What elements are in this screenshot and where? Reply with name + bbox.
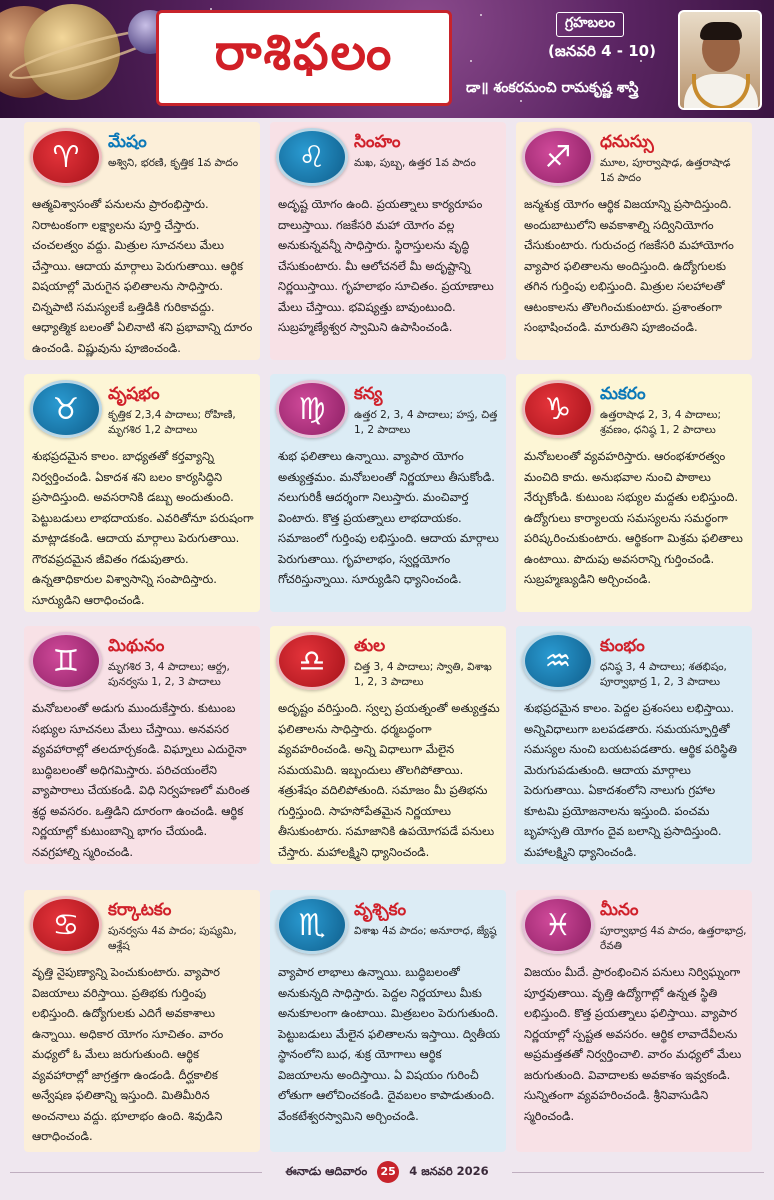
prediction-text: శుభ ఫలితాలు ఉన్నాయి. వ్యాపార యోగం అత్యుత్తమం. మనోబలంతో నిర్ణయాలు తీసుకోండి. నలుగురికీ ఆదర్శంగా నిలుస్తారు. మంచివార్త వింటారు. కొత్త ప్రయత్నాలు లాభదాయకం. సమాజంలో గుర్తింపు లభిస్తుంది. ఆదాయ మార్గాలు పెరుగుతాయి. గృహలాభం, స్వర్ణయోగం గోచరిస్తున్నాయి. సూర్యుడిని ధ్యానించండి.: [278, 449, 499, 586]
nakshatra-list: ధనిష్ఠ 3, 4 పాదాలు; శతభిషం, పూర్వాభాద్ర 1, 2, 3 పాదాలు: [600, 661, 727, 688]
prediction-text: వృత్తి నైపుణ్యాన్ని పెంచుకుంటారు. వ్యాపార విజయాలు వరిస్తాయి. ప్రతిభకు గుర్తింపు లభిస్తుంది. ఉద్యోగులకు ఎదిగే అవకాశాలు ఉన్నాయి. అధికార యోగం సూచితం. వారం మధ్యలో ఓ మేలు జరుగుతుంది. ఆర్థిక వ్యవహారాల్లో జాగ్రత్తగా ఉండండి. దీర్ఘకాలిక అన్వేషణ ఫలితాన్ని ఇస్తుంది. మితిమీరిన అంచనాలు వద్దు. భూలాభం ఉంది. శివుడిని ఆరాధించండి.: [32, 965, 224, 1143]
sign-name: సింహం: [354, 132, 401, 152]
horoscope-card-mesham: [24, 122, 260, 360]
taurus-icon: ♉: [30, 380, 102, 438]
nakshatra-list: మూల, పూర్వాషాఢ, ఉత్తరాషాఢ 1వ పాదం: [600, 157, 731, 184]
horoscope-card-tula: [270, 626, 506, 864]
sign-name: వృషభం: [108, 384, 160, 404]
sign-name: కుంభం: [600, 636, 645, 656]
prediction-text: వ్యాపార లాభాలు ఉన్నాయి. బుద్ధిబలంతో అనుకున్నది సాధిస్తారు. పెద్దల నిర్ణయాలు మీకు అనుకూలంగా ఉంటాయి. మిత్రబలం పెరుగుతుంది. పెట్టుబడులు మేలైన ఫలితాలను ఇస్తాయి. ద్వితీయ స్థానంలోని బుధ, శుక్ర యోగాలు ఆర్థిక విజయాలను అందిస్తాయి. ఏ విషయం గురించీ లోతుగా ఆలోచించకండి. దైవబలం కాపాడుతుంది. వేంకటేశ్వరస్వామిని అర్చించండి.: [278, 965, 500, 1123]
horoscope-card-vrushabham: [24, 374, 260, 612]
nakshatra-list: ఉత్తర 2, 3, 4 పాదాలు; హస్త, చిత్త 1, 2 పాదాలు: [354, 409, 498, 436]
libra-icon: ♎: [276, 632, 348, 690]
nakshatra-list: విశాఖ 4వ పాదం; అనూరాధ, జ్యేష్ఠ: [354, 925, 497, 937]
prediction-text: శుభప్రదమైన కాలం. బాధ్యతతో కర్తవ్యాన్ని నిర్వర్తించండి. ఏకాదశ శని బలం కార్యసిద్ధిని ప్రసాదిస్తుంది. అవసరానికి డబ్బు అందుతుంది. పెట్టుబడులు లాభదాయకం. ఎవరితోనూ పరుషంగా మాట్లాడకండి. ఆదాయ మార్గాలు పెరుగుతాయి. గౌరవప్రదమైన జీవితం గడుపుతారు. ఉన్నతాధికారుల విశ్వాసాన్ని సంపాదిస్తారు. సూర్యుడిని ఆరాధించండి.: [32, 449, 254, 607]
nakshatra-list: మృగశిర 3, 4 పాదాలు; ఆర్ద్ర, పునర్వసు 1, 2, 3 పాదాలు: [108, 661, 230, 688]
header-banner: [0, 0, 774, 118]
horoscope-card-vrushchikam: [270, 890, 506, 1152]
horoscope-card-kanya: [270, 374, 506, 612]
nakshatra-list: పూర్వాభాద్ర 4వ పాదం, ఉత్తరాభాద్ర, రేవతి: [600, 925, 747, 952]
prediction-text: ఆత్మవిశ్వాసంతో పనులను ప్రారంభిస్తారు. నిరాటంకంగా లక్ష్యాలను పూర్తి చేస్తారు. చంచలత్వం వద్దు. మిత్రుల సూచనలు మేలు చేస్తాయి. ఆదాయ మార్గాలు పెరుగుతాయి. ఆర్థిక విషయాల్లో మెరుగైన ఫలితాలను సాధిస్తారు. చిన్నపాటి సమస్యలకే ఒత్తిడికి గురికావద్దు. ఆధ్యాత్మిక బలంతో ఏలినాటి శని ప్రభావాన్ని దూరం ఉంచండి. విష్ణువును పూజించండి.: [32, 197, 253, 355]
capricorn-icon: ♑: [522, 380, 594, 438]
prediction-text: అదృష్ట యోగం ఉంది. ప్రయత్నాలు కార్యరూపం దాలుస్తాయి. గజకేసరి మహా యోగం వల్ల అనుకున్నవన్నీ సాధిస్తారు. స్థిరాస్తులను వృద్ధి చేసుకుంటారు. మీ ఆలోచనలే మీ అదృష్టాన్ని నిర్ణయిస్తాయి. గృహలాభం సూచితం. ప్రయాణాలు మేలు చేస్తాయి. భవిష్యత్తు బావుంటుంది. సుబ్రహ్మణ్యేశ్వర స్వామిని ఉపాసించండి.: [278, 197, 494, 334]
grahabalam-tag: గ్రహబలం: [556, 12, 624, 37]
author-name: డా॥ శంకరమంచి రామకృష్ణ శాస్త్రి: [466, 80, 639, 96]
horoscope-card-kumbham: [516, 626, 752, 864]
nakshatra-list: కృత్తిక 2,3,4 పాదాలు; రోహిణి, మృగశిర 1,2 పాదాలు: [108, 409, 236, 436]
sign-name: మీనం: [600, 900, 639, 920]
sign-name: కన్య: [354, 384, 383, 404]
rashiphalam-title-box: [156, 10, 452, 106]
date-range: (జనవరి 4 - 10): [548, 42, 656, 60]
sign-name: మేషం: [108, 132, 147, 152]
cancer-icon: ♋: [30, 896, 102, 954]
prediction-text: శుభప్రదమైన కాలం. పెద్దల ప్రశంసలు లభిస్తాయి. అన్నివిధాలుగా బలపడతారు. సమయస్ఫూర్తితో సమస్యల నుంచి బయటపడతారు. ఆర్థిక పరిస్థితి మెరుగుపడుతుంది. ఆదాయ మార్గాలు పెరుగుతాయి. ఏకాదశంలోని నాలుగు గ్రహాల కూటమి ప్రయోజనాలను ఇస్తుంది. పంచమ బృహస్పతి యోగం దైవ బలాన్ని ప్రసాదిస్తుంది. మహాలక్ష్మిని ధ్యానించండి.: [524, 701, 737, 859]
nakshatra-list: చిత్త 3, 4 పాదాలు; స్వాతి, విశాఖ 1, 2, 3 పాదాలు: [354, 661, 492, 688]
sign-name: మకరం: [600, 384, 646, 404]
horoscope-card-karkatakam: [24, 890, 260, 1152]
sign-name: కర్కాటకం: [108, 900, 172, 920]
nakshatra-list: ఉత్తరాషాఢ 2, 3, 4 పాదాలు; శ్రవణం, ధనిష్ఠ 1, 2 పాదాలు: [600, 409, 722, 436]
aquarius-icon: ♒: [522, 632, 594, 690]
prediction-text: అదృష్టం వరిస్తుంది. స్వల్ప ప్రయత్నంతో అత్యుత్తమ ఫలితాలను సాధిస్తారు. ధర్మబద్ధంగా వ్యవహరించండి. అన్ని విధాలుగా మేలైన సమయమిది. ఇబ్బందులు తొలగిపోతాయి. శత్రుశేషం వదిలిపోతుంది. సమాజం మీ ప్రతిభను గుర్తిస్తుంది. సాహసోపేతమైన నిర్ణయాలు తీసుకుంటారు. సమాజానికి ఉపయోగపడే పనులు చేస్తారు. మహాలక్ష్మిని ధ్యానించండి.: [278, 701, 500, 859]
scorpio-icon: ♏: [276, 896, 348, 954]
nakshatra-list: పునర్వసు 4వ పాదం; పుష్యమి, ఆశ్లేష: [108, 925, 237, 952]
sign-name: తుల: [354, 636, 386, 656]
horoscope-card-mithunam: [24, 626, 260, 864]
prediction-text: విజయం మీదే. ప్రారంభించిన పనులు నిర్విఘ్నంగా పూర్తవుతాయి. వృత్తి ఉద్యోగాల్లో ఉన్నత స్థితి లభిస్తుంది. కొత్త ప్రయత్నాలు ఫలిస్తాయి. వ్యాపార నిర్ణయాల్లో స్పష్టత అవసరం. ఆర్థిక లావాదేవీలను అప్రమత్తతతో నిర్వర్తించాలి. వారం మధ్యలో మేలు జరుగుతుంది. వివాదాలకు అవకాశం ఇవ్వకండి. సున్నితంగా వ్యవహరించండి. శ్రీనివాసుడిని స్మరించండి.: [524, 965, 742, 1123]
horoscope-card-simham: [270, 122, 506, 360]
publication-name: ఈనాడు ఆదివారం: [285, 1163, 368, 1178]
sign-name: మిథునం: [108, 636, 165, 656]
nakshatra-list: మఖ, పుబ్బ, ఉత్తర 1వ పాదం: [354, 157, 476, 169]
sign-name: ధనుస్సు: [600, 132, 654, 152]
pisces-icon: ♓: [522, 896, 594, 954]
page-title: రాశిఫలం: [214, 22, 394, 81]
gemini-icon: ♊: [30, 632, 102, 690]
leo-icon: ♌: [276, 128, 348, 186]
aries-icon: ♈: [30, 128, 102, 186]
virgo-icon: ♍: [276, 380, 348, 438]
prediction-text: జన్మశుక్ర యోగం ఆర్థిక విజయాన్ని ప్రసాదిస్తుంది. అందుబాటులోని అవకాశాల్ని సద్వినియోగం చేసుకుంటారు. గురుచంద్ర గజకేసరి మహాయోగం వ్యాపార ఫలితాలను అందిస్తుంది. ఉద్యోగులకు తగిన గుర్తింపు లభిస్తుంది. మిత్రుల సలహాలతో ఆటంకాలను తొలగించుకుంటారు. ప్రశాంతంగా సంభాషించండి. మారుతిని పూజించండి.: [524, 197, 734, 334]
page-number: 25: [377, 1161, 399, 1183]
prediction-text: మనోబలంతో వ్యవహరిస్తారు. ఆరంభశూరత్వం మంచిది కాదు. అనుభవాల నుంచి పాఠాలు నేర్చుకోండి. కుటుంబ సభ్యుల మద్దతు లభిస్తుంది. ఉద్యోగులు కార్యాలయ సమస్యలను సమర్థంగా పరిష్కరించుకుంటారు. ఆర్థికంగా మిశ్రమ ఫలితాలు ఉంటాయి. పొదుపు అవసరాన్ని గుర్తించండి. సుబ్రహ్మణ్యుడిని అర్చించండి.: [524, 449, 743, 586]
prediction-text: మనోబలంతో అడుగు ముందుకేస్తారు. కుటుంబ సభ్యుల సూచనలు మేలు చేస్తాయి. అనవసర వ్యవహారాల్లో తలదూర్చకండి. విఘ్నాలు ఎదురైనా బుద్ధిబలంతో అధిగమిస్తారు. పరిచయంలేని వ్యాపారాలు చేయకండి. విధి నిర్వహణలో మరింత శ్రద్ధ అవసరం. ఒత్తిడిని దూరంగా ఉంచండి. ఆర్థిక నిర్ణయాల్లో కుటుంబాన్ని భాగం చేయండి. నవగ్రహాల్ని స్మరించండి.: [32, 701, 250, 859]
sagittarius-icon: ♐: [522, 128, 594, 186]
footer-info: [262, 1160, 512, 1184]
nakshatra-list: అశ్విని, భరణి, కృత్తిక 1వ పాదం: [108, 157, 239, 169]
horoscope-card-dhanussu: [516, 122, 752, 360]
horoscope-card-makaram: [516, 374, 752, 612]
page-footer: [0, 1154, 774, 1200]
author-photo: [678, 10, 762, 110]
sign-name: వృశ్చికం: [354, 900, 407, 920]
horoscope-card-meenam: [516, 890, 752, 1152]
issue-date: 4 జనవరి 2026: [409, 1163, 489, 1178]
